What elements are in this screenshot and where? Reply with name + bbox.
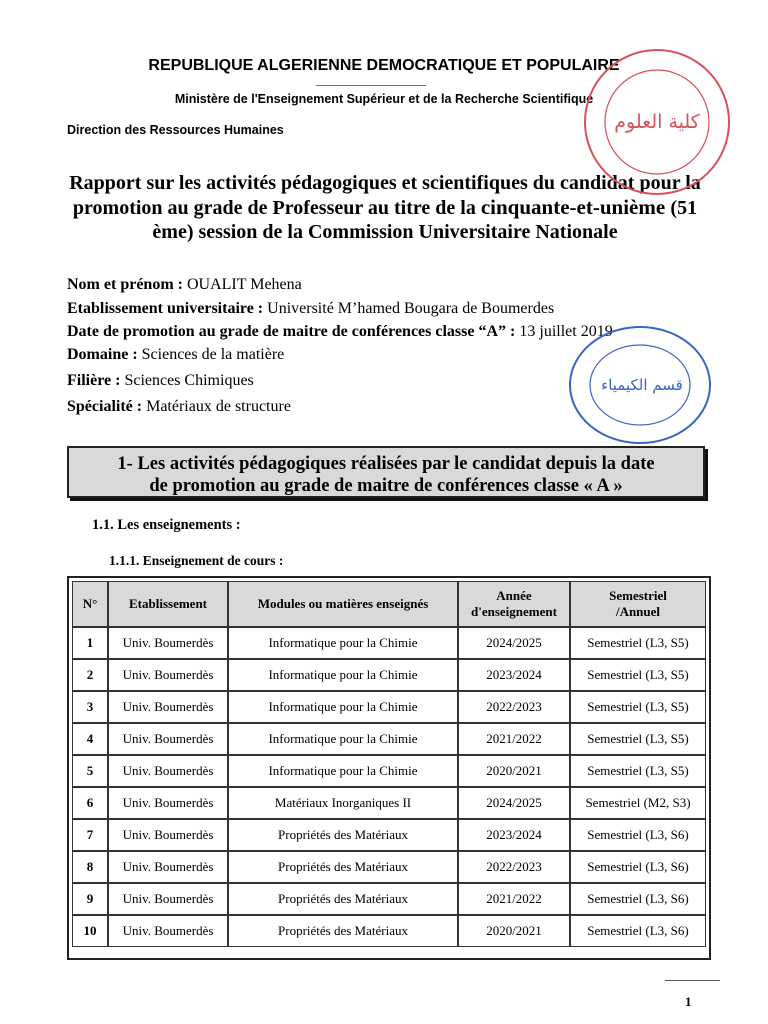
row-number: 10 [72, 915, 108, 947]
row-semester: Semestriel (L3, S5) [570, 659, 706, 691]
row-number: 8 [72, 851, 108, 883]
row-year: 2020/2021 [458, 915, 570, 947]
header-semester [570, 581, 706, 627]
row-number: 7 [72, 819, 108, 851]
row-number: 3 [72, 691, 108, 723]
row-number: 4 [72, 723, 108, 755]
republic-header: REPUBLIQUE ALGERIENNE DEMOCRATIQUE ET POPULAIRE [148, 57, 620, 74]
row-module: Informatique pour la Chimie [228, 627, 458, 659]
row-establishment: Univ. Boumerdès [108, 659, 228, 691]
row-establishment: Univ. Boumerdès [108, 883, 228, 915]
row-year: 2020/2021 [458, 755, 570, 787]
table-row [72, 787, 706, 819]
row-module: Informatique pour la Chimie [228, 691, 458, 723]
page-number: 1 [685, 994, 692, 1009]
row-semester: Semestriel (L3, S6) [570, 915, 706, 947]
row-module: Informatique pour la Chimie [228, 659, 458, 691]
row-establishment: Univ. Boumerdès [108, 755, 228, 787]
row-year: 2024/2025 [458, 787, 570, 819]
header-number: N° [72, 581, 108, 627]
table-row [72, 819, 706, 851]
candidate-field-row [67, 372, 254, 390]
table-row [72, 755, 706, 787]
row-module: Propriétés des Matériaux [228, 883, 458, 915]
courses-table [72, 581, 706, 947]
row-establishment: Univ. Boumerdès [108, 627, 228, 659]
row-year: 2021/2022 [458, 883, 570, 915]
row-semester: Semestriel (L3, S5) [570, 691, 706, 723]
header-divider [316, 85, 426, 86]
row-number: 5 [72, 755, 108, 787]
header-establishment: Etablissement [108, 581, 228, 627]
name-label: Nom et prénom : [67, 276, 183, 293]
row-number: 9 [72, 883, 108, 915]
table-row [72, 627, 706, 659]
header-year-line2: d'enseignement [471, 604, 557, 619]
row-establishment: Univ. Boumerdès [108, 851, 228, 883]
candidate-specialty-row [67, 398, 291, 416]
row-year: 2021/2022 [458, 723, 570, 755]
section-1-line2: de promotion au grade de maitre de conférences classe « A » [149, 476, 623, 496]
header-semester-line2: /Annuel [615, 604, 661, 619]
specialty-label: Spécialité : [67, 398, 143, 415]
table-row [72, 851, 706, 883]
department-stamp-text: قسم الكيمياء [601, 376, 683, 394]
row-module: Propriétés des Matériaux [228, 819, 458, 851]
table-row [72, 723, 706, 755]
row-semester: Semestriel (L3, S5) [570, 627, 706, 659]
table-header-row [72, 581, 706, 627]
courses-table-frame [67, 576, 711, 960]
institution-value: Université M’hamed Bougara de Boumerdes [267, 300, 555, 317]
promotion-label: Date de promotion au grade de maitre de conférences classe “A” : [67, 323, 516, 340]
header-modules: Modules ou matières enseignés [228, 581, 458, 627]
row-year: 2022/2023 [458, 691, 570, 723]
row-number: 6 [72, 787, 108, 819]
institution-label: Etablissement universitaire : [67, 300, 264, 317]
header-semester-line1: Semestriel [609, 588, 667, 603]
title-part3: (51 ème) session de la Commission Universitaire Nationale [152, 197, 698, 243]
title-part1: Rapport sur les activités pédagogiques et scientifiques du candidat pour la promotion au grade de Professeur au titre de la [69, 172, 701, 219]
row-establishment: Univ. Boumerdès [108, 691, 228, 723]
promotion-value: 13 juillet 2019 [519, 323, 613, 340]
row-semester: Semestriel (L3, S6) [570, 819, 706, 851]
table-row [72, 691, 706, 723]
row-module: Matériaux Inorganiques II [228, 787, 458, 819]
subsubsection-heading: 1.1.1. Enseignement de cours : [109, 553, 284, 568]
section-1-heading [67, 446, 705, 498]
row-establishment: Univ. Boumerdès [108, 819, 228, 851]
title-part2: cinquante-et-unième [480, 195, 671, 219]
row-module: Propriétés des Matériaux [228, 851, 458, 883]
header-year-line1: Année [496, 588, 532, 603]
row-module: Informatique pour la Chimie [228, 755, 458, 787]
table-row [72, 915, 706, 947]
row-number: 1 [72, 627, 108, 659]
footer-line [665, 980, 720, 981]
row-semester: Semestriel (L3, S5) [570, 755, 706, 787]
row-establishment: Univ. Boumerdès [108, 723, 228, 755]
table-row [72, 659, 706, 691]
row-module: Propriétés des Matériaux [228, 915, 458, 947]
candidate-promotion-row [67, 323, 613, 341]
candidate-institution-row [67, 300, 554, 318]
header-year [458, 581, 570, 627]
section-1-line1: 1- Les activités pédagogiques réalisées par le candidat depuis la date [117, 454, 655, 474]
row-module: Informatique pour la Chimie [228, 723, 458, 755]
faculty-stamp-text: كلية العلوم [614, 111, 700, 133]
row-year: 2023/2024 [458, 819, 570, 851]
domain-label: Domaine : [67, 346, 138, 363]
faculty-stamp [575, 42, 735, 202]
ministry-header: Ministère de l'Enseignement Supérieur et de la Recherche Scientifique [174, 92, 594, 106]
department-stamp [560, 320, 715, 450]
field-label: Filière : [67, 372, 121, 389]
row-semester: Semestriel (M2, S3) [570, 787, 706, 819]
domain-value: Sciences de la matière [141, 346, 285, 363]
specialty-value: Matériaux de structure [146, 398, 291, 415]
row-year: 2023/2024 [458, 659, 570, 691]
subsection-heading: 1.1. Les enseignements : [92, 517, 241, 533]
candidate-name-row [67, 276, 302, 294]
field-value: Sciences Chimiques [124, 372, 254, 389]
row-semester: Semestriel (L3, S6) [570, 851, 706, 883]
row-year: 2022/2023 [458, 851, 570, 883]
row-establishment: Univ. Boumerdès [108, 787, 228, 819]
candidate-domain-row [67, 346, 284, 364]
row-year: 2024/2025 [458, 627, 570, 659]
name-value: OUALIT Mehena [186, 276, 302, 293]
row-number: 2 [72, 659, 108, 691]
row-semester: Semestriel (L3, S6) [570, 883, 706, 915]
direction-header: Direction des Ressources Humaines [67, 123, 284, 137]
row-semester: Semestriel (L3, S5) [570, 723, 706, 755]
table-row [72, 883, 706, 915]
row-establishment: Univ. Boumerdès [108, 915, 228, 947]
